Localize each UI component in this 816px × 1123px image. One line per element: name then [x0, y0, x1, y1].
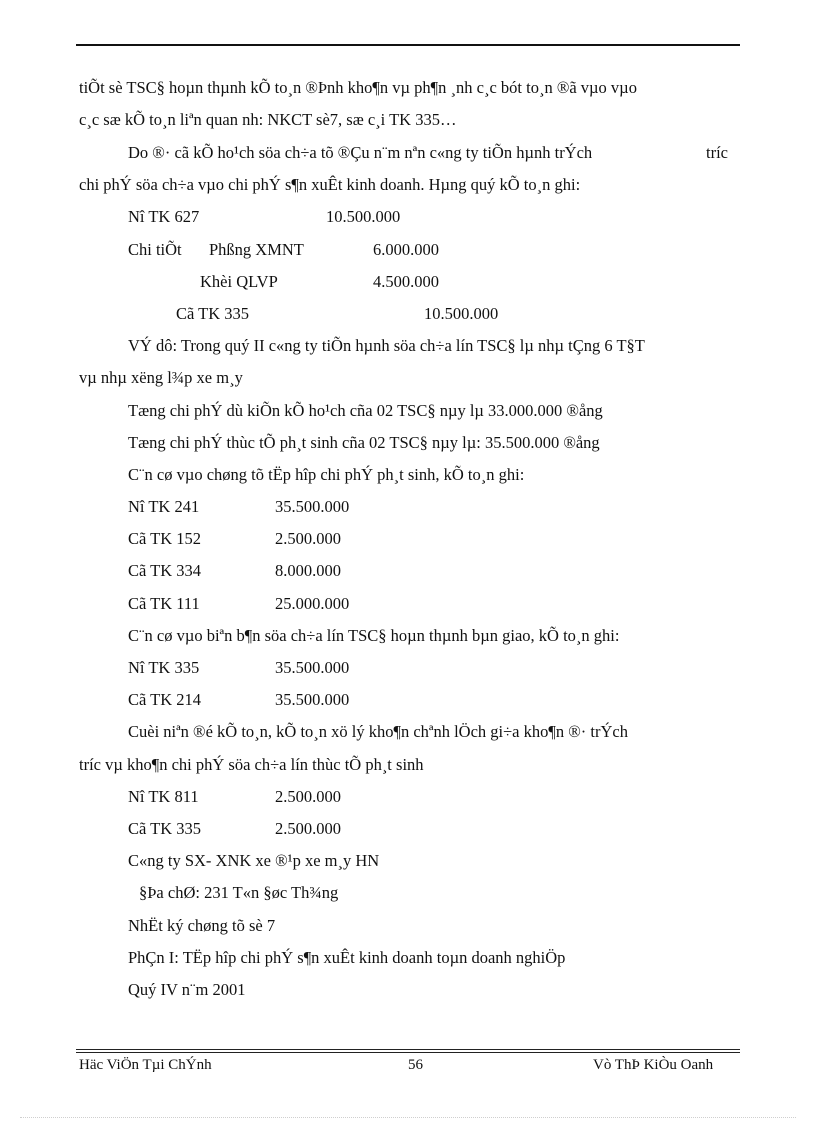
- part-title: PhÇn I: TËp hîp chi phÝ s¶n xuÊt kinh doanh toµn doanh nghiÖp: [128, 948, 566, 967]
- paragraph-1-line-1: tiÕt sè TSC§ hoµn thµnh kÕ to¸n ®Þnh kho¶n vµ ph¶n ¸nh c¸c bót to¸n ®ã vµo vµo: [79, 78, 637, 97]
- entry-2-row-4-label: Cã TK 111: [128, 594, 200, 613]
- entry-3-row-1-label: Nî TK 335: [128, 658, 200, 677]
- example-line-2: vµ nhµ xëng l¾p xe m¸y: [79, 368, 243, 387]
- entry-1-detail-1-amount: 6.000.000: [373, 240, 439, 259]
- page-bottom-dotted-line: [20, 1117, 796, 1118]
- entry-3-row-2-amount: 35.500.000: [275, 690, 350, 709]
- entry-1-debit-label: Nî TK 627: [128, 207, 200, 226]
- entry-3-row-1-amount: 35.500.000: [275, 658, 350, 677]
- company-address: §Þa chØ: 231 T«n §øc Th¾ng: [139, 883, 339, 902]
- entry-1-detail-2-amount: 4.500.000: [373, 272, 439, 291]
- paragraph-2-line-2: chi phÝ söa ch÷a vµo chi phÝ s¶n xuÊt kinh doanh. Hµng quý kÕ to¸n ghi:: [79, 175, 581, 194]
- company-name: C«ng ty SX- XNK xe ®¹p xe m¸y HN: [128, 851, 380, 870]
- entry-1-debit-amount: 10.500.000: [326, 207, 401, 226]
- footer-page-number: 56: [408, 1057, 423, 1073]
- footer-institution: Häc ViÖn Tµi ChÝnh: [79, 1057, 212, 1073]
- entry-3-row-2-label: Cã TK 214: [128, 690, 202, 709]
- footer-rule-bottom: [76, 1052, 740, 1053]
- example-line-1: VÝ dô: Trong quý II c«ng ty tiÕn hµnh söa ch÷a lín TSC§ lµ nhµ tÇng 6 T§T: [128, 336, 645, 355]
- entry-4-row-2-amount: 2.500.000: [275, 819, 341, 838]
- entry-1-credit-amount: 10.500.000: [424, 304, 499, 323]
- entry-1-credit-label: Cã TK 335: [176, 304, 250, 323]
- year-end-line-1: Cuèi niªn ®é kÕ to¸n, kÕ to¸n xö lý kho¶n chªnh lÖch gi÷a kho¶n ®· trÝch: [128, 722, 628, 741]
- entry-1-detail-2-name: Khèi QLVP: [200, 272, 278, 291]
- journal-title: NhËt ký chøng tõ sè 7: [128, 916, 276, 935]
- entry-2-row-1-amount: 35.500.000: [275, 497, 350, 516]
- actual-cost-line: Tæng chi phÝ thùc tÕ ph¸t sinh cña 02 TSC§ nµy lµ: 35.500.000 ®ång: [128, 433, 600, 452]
- entry-2-row-4-amount: 25.000.000: [275, 594, 350, 613]
- period-title: Quý IV n¨m 2001: [128, 980, 246, 999]
- footer-author: Vò ThÞ KiÒu Oanh: [593, 1057, 714, 1073]
- paragraph-2-line-1-end: tríc: [706, 143, 728, 162]
- entry-2-row-1-label: Nî TK 241: [128, 497, 200, 516]
- planned-cost-line: Tæng chi phÝ dù kiÕn kÕ ho¹ch cña 02 TSC§ nµy lµ 33.000.000 ®ång: [128, 401, 603, 420]
- entry-1-detail-label: Chi tiÕt: [128, 240, 182, 259]
- paragraph-2-line-1: Do ®· cã kÕ ho¹ch söa ch÷a tõ ®Çu n¨m nªn c«ng ty tiÕn hµnh trÝch: [128, 143, 593, 162]
- basis-line-2: C¨n cø vµo biªn b¶n söa ch÷a lín TSC§ hoµn thµnh bµn giao, kÕ to¸n ghi:: [128, 626, 620, 645]
- entry-4-row-2-label: Cã TK 335: [128, 819, 202, 838]
- footer-rule-top: [76, 1049, 740, 1050]
- page-top-rule: [76, 44, 740, 46]
- entry-4-row-1-amount: 2.500.000: [275, 787, 341, 806]
- entry-2-row-2-amount: 2.500.000: [275, 529, 341, 548]
- basis-line-1: C¨n cø vµo chøng tõ tËp hîp chi phÝ ph¸t sinh, kÕ to¸n ghi:: [128, 465, 525, 484]
- entry-2-row-3-amount: 8.000.000: [275, 561, 341, 580]
- entry-1-detail-1-name: Phßng XMNT: [209, 240, 304, 259]
- entry-2-row-3-label: Cã TK 334: [128, 561, 202, 580]
- entry-4-row-1-label: Nî TK 811: [128, 787, 199, 806]
- entry-2-row-2-label: Cã TK 152: [128, 529, 202, 548]
- year-end-line-2: tríc vµ kho¶n chi phÝ söa ch÷a lín thùc tÕ ph¸t sinh: [79, 755, 424, 774]
- paragraph-1-line-2: c¸c sæ kÕ to¸n liªn quan nh: NKCT sè7, sæ c¸i TK 335…: [79, 110, 457, 129]
